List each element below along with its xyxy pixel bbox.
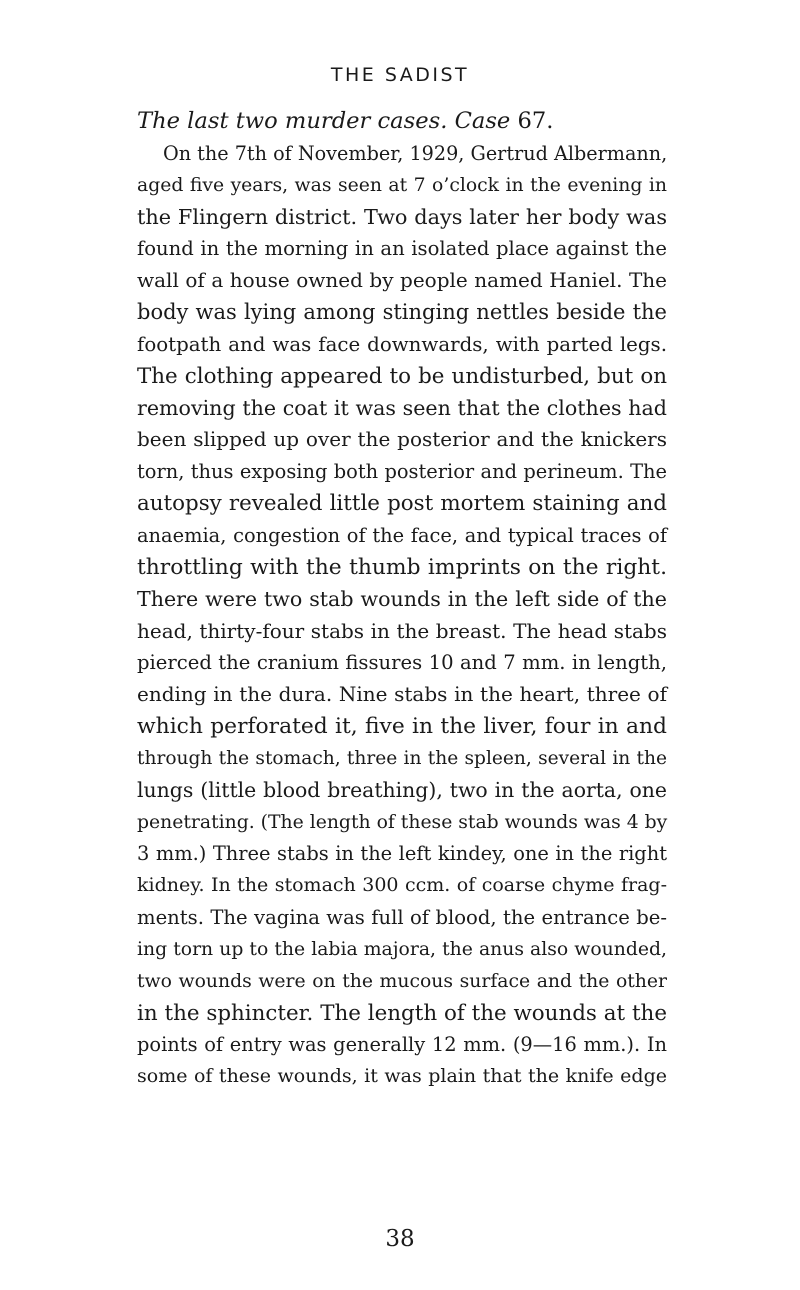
text-line: On the 7th of November, 1929, Gertrud Albermann, bbox=[163, 141, 668, 165]
text-line: ending in the dura. Nine stabs in the heart, three of bbox=[137, 682, 667, 707]
text-line: two wounds were on the mucous surface and the other bbox=[137, 970, 667, 992]
text-line: in the sphincter. The length of the wounds at the bbox=[137, 1000, 667, 1026]
text-line: ments. The vagina was full of blood, the entrance be- bbox=[137, 906, 667, 930]
text-line: through the stomach, three in the spleen, several in the bbox=[137, 747, 667, 769]
text-line: been slipped up over the posterior and the knickers bbox=[137, 427, 667, 452]
text-line: which perforated it, five in the liver, four in and bbox=[137, 714, 667, 740]
case-number: 67. bbox=[517, 108, 554, 134]
case-heading-title: The last two murder cases. Case bbox=[137, 108, 511, 134]
case-heading bbox=[137, 106, 667, 138]
text-line: anaemia, congestion of the face, and typical traces of bbox=[137, 523, 667, 547]
text-line: points of entry was generally 12 mm. (9—16 mm.). In bbox=[137, 1033, 667, 1057]
text-line: throttling with the thumb imprints on the right. bbox=[137, 554, 667, 580]
text-line: removing the coat it was seen that the clothes had bbox=[137, 395, 667, 420]
page-number: 38 bbox=[385, 1226, 415, 1252]
text-line: footpath and was face downwards, with parted legs. bbox=[137, 332, 667, 356]
text-line: head, thirty-four stabs in the breast. The head stabs bbox=[137, 618, 667, 643]
text-line: body was lying among stinging nettles beside the bbox=[137, 300, 667, 325]
text-line: lungs (little blood breathing), two in the aorta, one bbox=[137, 777, 667, 802]
text-line: ing torn up to the labia majora, the anus also wounded, bbox=[137, 938, 667, 960]
text-line: penetrating. (The length of these stab wounds was 4 by bbox=[137, 811, 668, 833]
text-line: kidney. In the stomach 300 ccm. of coarse chyme frag- bbox=[137, 874, 667, 897]
text-line: wall of a house owned by people named Haniel. The bbox=[137, 268, 667, 293]
text-line: 3 mm.) Three stabs in the left kindey, one in the right bbox=[137, 842, 667, 866]
text-line: found in the morning in an isolated place against the bbox=[137, 237, 667, 261]
text-line: torn, thus exposing both posterior and perineum. The bbox=[137, 460, 667, 484]
text-line: autopsy revealed little post mortem staining and bbox=[137, 491, 667, 517]
text-line: aged five years, was seen at 7 o’clock in the evening in bbox=[137, 174, 667, 196]
text-line: The clothing appeared to be undisturbed, but on bbox=[137, 363, 667, 389]
text-line: the Flingern district. Two days later her body was bbox=[137, 204, 667, 229]
text-line: There were two stab wounds in the left side of the bbox=[137, 586, 667, 611]
running-head: THE SADIST bbox=[330, 64, 470, 86]
text-line: pierced the cranium fissures 10 and 7 mm. in length, bbox=[137, 651, 667, 675]
body-text bbox=[137, 106, 667, 1093]
text-line: some of these wounds, it was plain that the knife edge bbox=[137, 1065, 667, 1088]
